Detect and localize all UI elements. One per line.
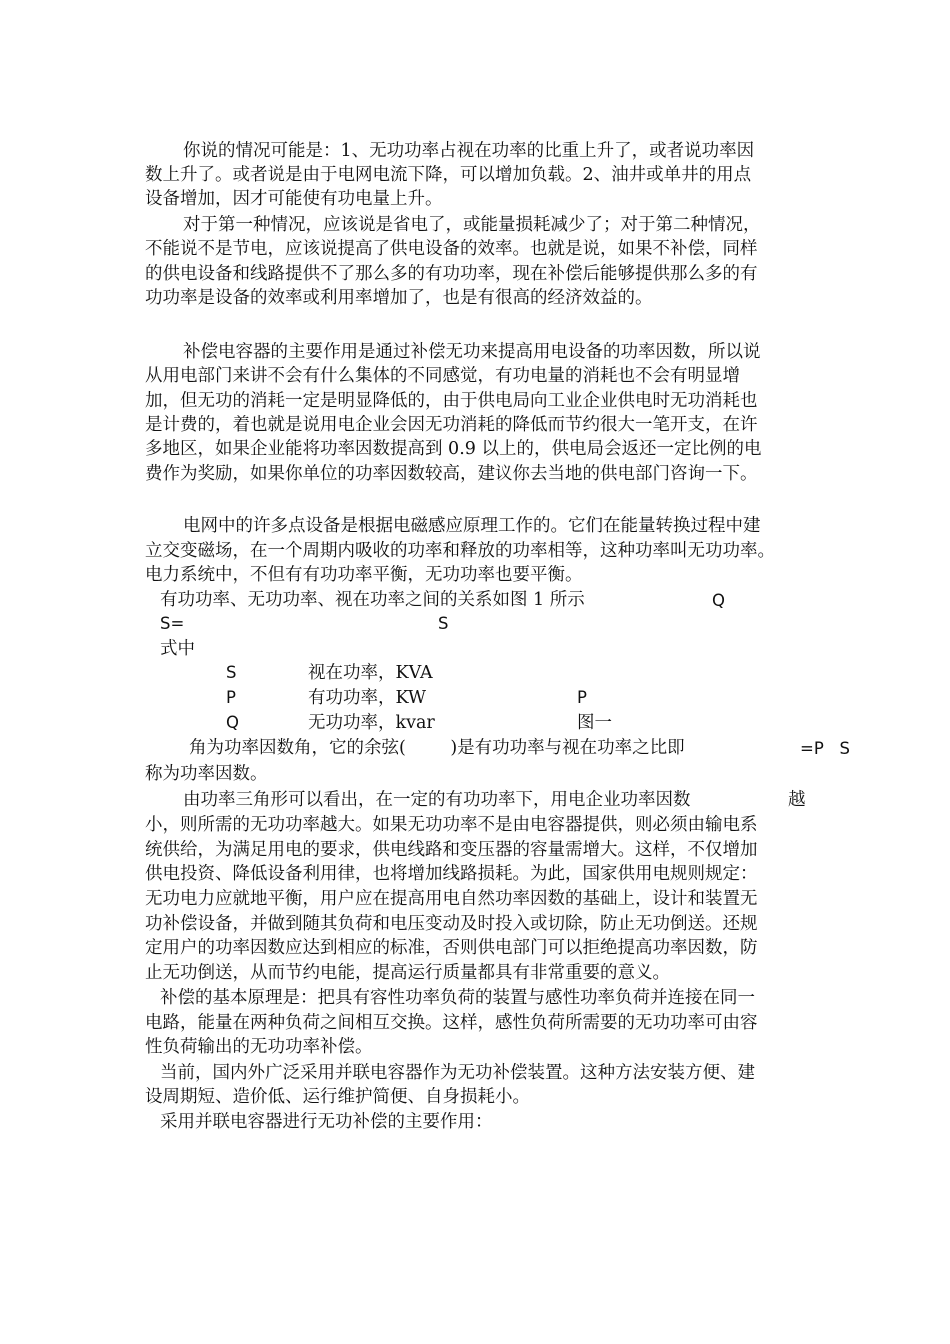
para4-line2: 立交变磁场，在一个周期内吸收的功率和释放的功率相等，这种功率叫无功功率。 — [145, 541, 775, 561]
def-desc-q: 无功功率，kvar — [308, 713, 435, 733]
def-symbol-p: P — [226, 688, 236, 707]
para6-line3: 性负荷输出的无功功率补偿。 — [145, 1037, 373, 1057]
para2-line2: 不能说不是节电，应该说提高了供电设备的效率。也就是说，如果不补偿，同样 — [145, 239, 758, 259]
figure-label-p: P — [577, 688, 587, 707]
para5-line7: 定用户的功率因数应达到相应的标准，否则供电部门可以拒绝提高功率因数，防 — [145, 938, 758, 958]
para1-line3: 设备增加，因才可能使有功电量上升。 — [145, 189, 443, 209]
angle-line: 角为功率因数角，它的余弦( )是有功功率与视在功率之比即 — [189, 738, 685, 758]
para6-line1: 补偿的基本原理是：把具有容性功率负荷的装置与感性功率负荷并连接在同一 — [160, 988, 755, 1008]
para3-line2: 从用电部门来讲不会有什么集体的不同感觉，有功电量的消耗也不会有明显增 — [145, 366, 740, 386]
para3-line5: 多地区，如果企业能将功率因数提高到 0.9 以上的，供电局会返还一定比例的电 — [145, 439, 762, 459]
para3-line6: 费作为奖励，如果你单位的功率因数较高，建议你去当地的供电部门咨询一下。 — [145, 464, 758, 484]
figure-label-q: Q — [712, 591, 725, 610]
relation-line: 有功功率、无功功率、视在功率之间的关系如图 1 所示 — [160, 590, 585, 610]
para2-line3: 的供电设备和线路提供不了那么多的有功功率，现在补偿后能够提供那么多的有 — [145, 264, 758, 284]
para7-line1: 当前，国内外广泛采用并联电容器作为无功补偿装置。这种方法安装方便、建 — [160, 1063, 755, 1083]
para5-line6: 功补偿设备，并做到随其负荷和电压变动及时投入或切除，防止无功倒送。还规 — [145, 914, 758, 934]
para5-line4: 供电投资、降低设备利用律，也将增加线路损耗。为此，国家供用电规则规定： — [145, 864, 758, 884]
para5-line2: 小，则所需的无功功率越大。如果无功功率不是由电容器提供，则必须由输电系 — [145, 815, 758, 835]
def-desc-s: 视在功率，KVA — [308, 663, 433, 683]
def-desc-p: 有功功率，KW — [308, 688, 426, 708]
def-symbol-s: S — [226, 663, 237, 682]
s-formula: S= — [160, 614, 185, 633]
para6-line2: 电路，能量在两种负荷之间相互交换。这样，感性负荷所需要的无功功率可由容 — [145, 1013, 758, 1033]
para5-line3: 统供给，为满足用电的要求，供电线路和变压器的容量需增大。这样，不仅增加 — [145, 840, 758, 860]
where-label: 式中 — [160, 639, 195, 659]
def-symbol-q: Q — [226, 713, 239, 732]
para3-line4: 是计费的，着也就是说用电企业会因无功消耗的降低而节约很大一笔开支，在许 — [145, 415, 758, 435]
para5-line1-tail: 越 — [788, 790, 806, 810]
para1-line2: 数上升了。或者说是由于电网电流下降，可以增加负载。2、油井或单井的用点 — [145, 165, 752, 185]
para7-line2: 设周期短、造价低、运行维护简便、自身损耗小。 — [145, 1087, 530, 1107]
para1-line1: 你说的情况可能是：1、无功功率占视在功率的比重上升了，或者说功率因 — [183, 141, 755, 161]
para2-line4: 功功率是设备的效率或利用率增加了，也是有很高的经济效益的。 — [145, 288, 653, 308]
para3-line1: 补偿电容器的主要作用是通过补偿无功来提高用电设备的功率因数，所以说 — [183, 342, 761, 362]
ratio-formula: =P S — [800, 739, 850, 758]
figure-caption: 图一 — [577, 713, 612, 733]
para3-line3: 加，但无功的消耗一定是明显降低的，由于供电局向工业企业供电时无功消耗也 — [145, 391, 758, 411]
para4-line3: 电力系统中，不但有有功功率平衡，无功功率也要平衡。 — [145, 565, 583, 585]
para5-line8: 止无功倒送，从而节约电能，提高运行质量都具有非常重要的意义。 — [145, 963, 670, 983]
para2-line1: 对于第一种情况，应该说是省电了，或能量损耗减少了；对于第二种情况， — [183, 215, 761, 235]
figure-label-s: S — [438, 614, 449, 633]
para4-line1: 电网中的许多点设备是根据电磁感应原理工作的。它们在能量转换过程中建 — [183, 516, 761, 536]
para5-line1: 由功率三角形可以看出，在一定的有功功率下，用电企业功率因数 — [183, 790, 691, 810]
para5-line5: 无功电力应就地平衡，用户应在提高用电自然功率因数的基础上，设计和装置无 — [145, 889, 758, 909]
para8-line1: 采用并联电容器进行无功补偿的主要作用： — [160, 1112, 493, 1132]
power-factor-line: 称为功率因数。 — [145, 764, 268, 784]
